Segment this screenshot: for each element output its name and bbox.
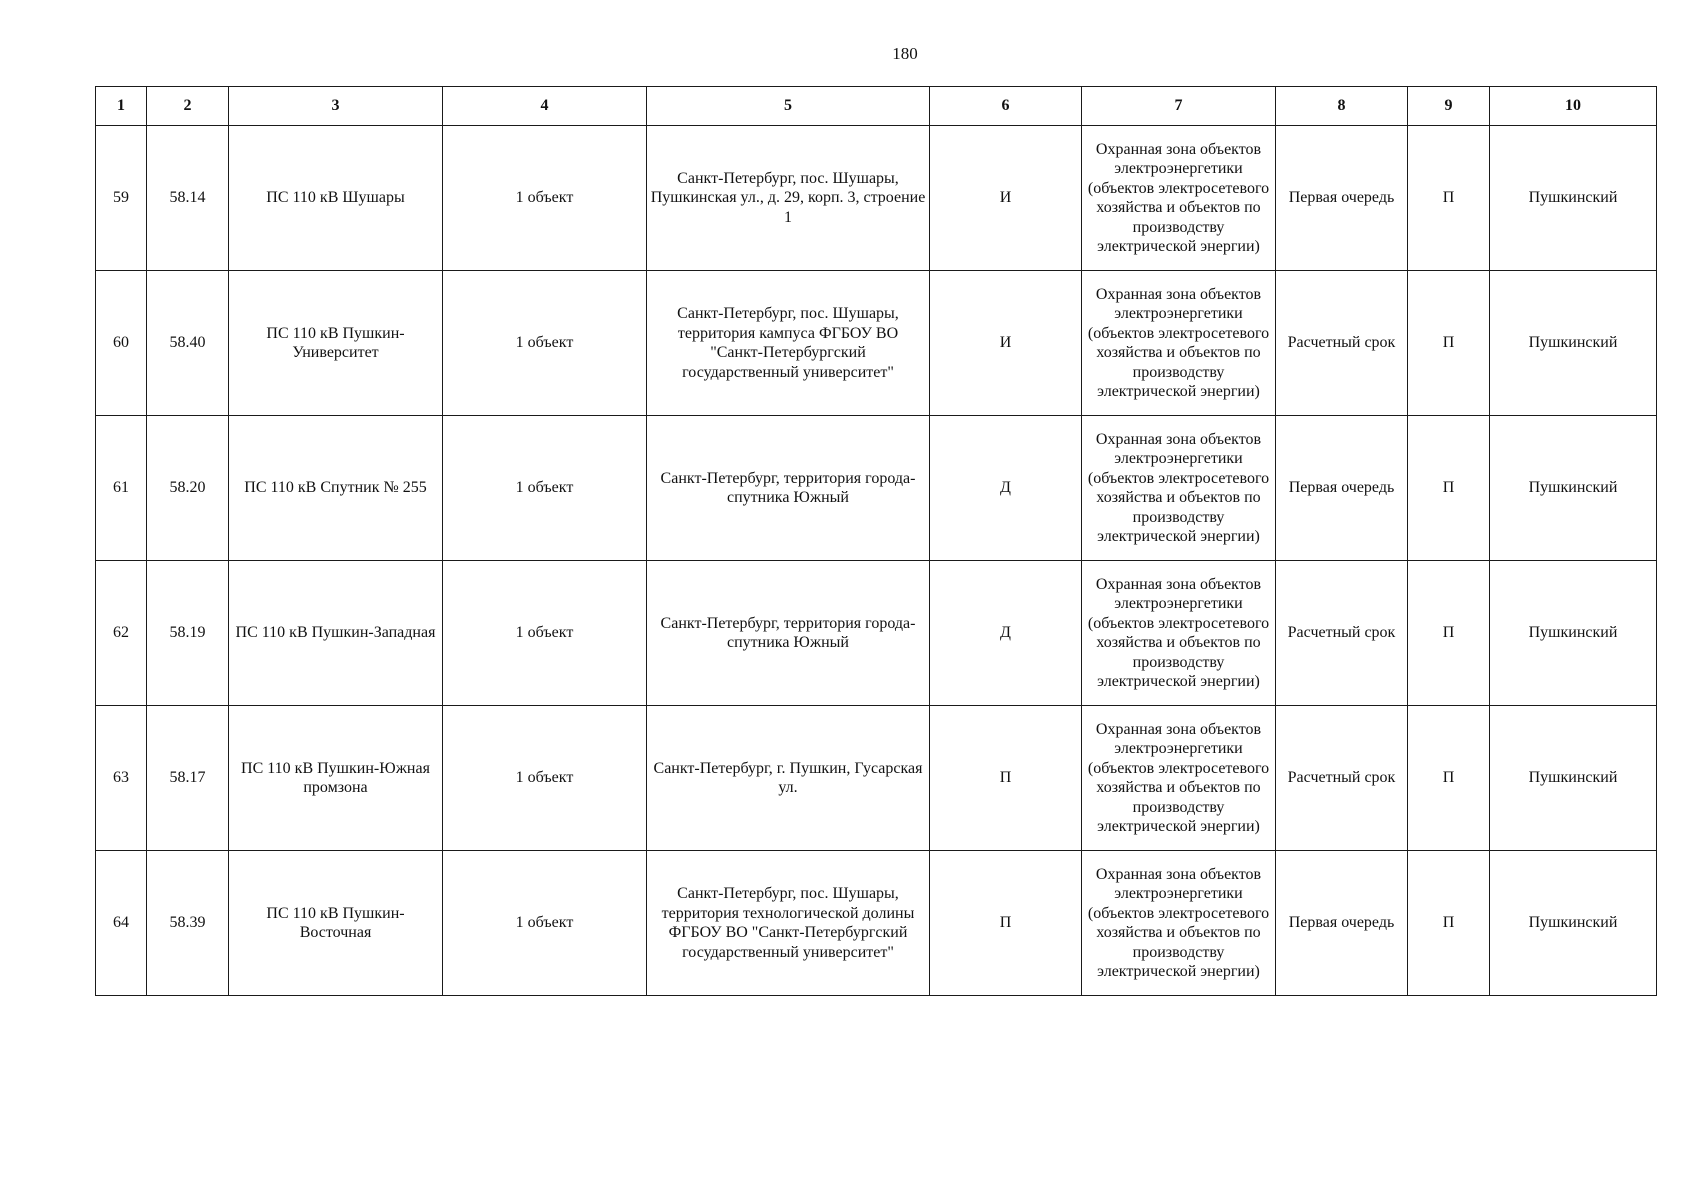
row-number: 59 <box>96 126 147 271</box>
object-status: И <box>930 271 1082 416</box>
implementation-stage: Расчетный срок <box>1276 271 1408 416</box>
object-type: П <box>1408 416 1490 561</box>
header-col-10: 10 <box>1490 87 1657 126</box>
object-name: ПС 110 кВ Пушкин-Восточная <box>229 851 443 996</box>
objects-table <box>95 86 1657 996</box>
header-col-6: 6 <box>930 87 1082 126</box>
object-type: П <box>1408 706 1490 851</box>
implementation-stage: Расчетный срок <box>1276 706 1408 851</box>
object-address: Санкт-Петербург, пос. Шушары, территория технологической долины ФГБОУ ВО "Санкт-Петербургский государственный университет" <box>647 851 930 996</box>
object-type: П <box>1408 126 1490 271</box>
table-row <box>96 706 1657 851</box>
object-address: Санкт-Петербург, пос. Шушары, территория кампуса ФГБОУ ВО "Санкт-Петербургский государственный университет" <box>647 271 930 416</box>
object-code: 58.14 <box>147 126 229 271</box>
row-number: 64 <box>96 851 147 996</box>
implementation-stage: Первая очередь <box>1276 416 1408 561</box>
object-code: 58.39 <box>147 851 229 996</box>
object-status: П <box>930 706 1082 851</box>
zone-description: Охранная зона объектов электроэнергетики (объектов электросетевого хозяйства и объектов по производству электрической энергии) <box>1082 271 1276 416</box>
object-name: ПС 110 кВ Пушкин-Западная <box>229 561 443 706</box>
object-code: 58.19 <box>147 561 229 706</box>
district: Пушкинский <box>1490 271 1657 416</box>
object-name: ПС 110 кВ Шушары <box>229 126 443 271</box>
object-count: 1 объект <box>443 851 647 996</box>
object-address: Санкт-Петербург, г. Пушкин, Гусарская ул. <box>647 706 930 851</box>
header-col-5: 5 <box>647 87 930 126</box>
header-col-1: 1 <box>96 87 147 126</box>
row-number: 60 <box>96 271 147 416</box>
header-col-4: 4 <box>443 87 647 126</box>
header-col-7: 7 <box>1082 87 1276 126</box>
table-row <box>96 126 1657 271</box>
page-number: 180 <box>892 44 918 63</box>
header-col-3: 3 <box>229 87 443 126</box>
object-address: Санкт-Петербург, территория города-спутника Южный <box>647 561 930 706</box>
object-count: 1 объект <box>443 416 647 561</box>
table-row <box>96 561 1657 706</box>
zone-description: Охранная зона объектов электроэнергетики (объектов электросетевого хозяйства и объектов по производству электрической энергии) <box>1082 126 1276 271</box>
object-code: 58.40 <box>147 271 229 416</box>
row-number: 62 <box>96 561 147 706</box>
row-number: 63 <box>96 706 147 851</box>
table-header-row <box>96 87 1657 126</box>
object-type: П <box>1408 271 1490 416</box>
district: Пушкинский <box>1490 416 1657 561</box>
row-number: 61 <box>96 416 147 561</box>
district: Пушкинский <box>1490 561 1657 706</box>
object-address: Санкт-Петербург, территория города-спутника Южный <box>647 416 930 561</box>
object-status: Д <box>930 416 1082 561</box>
object-status: Д <box>930 561 1082 706</box>
district: Пушкинский <box>1490 706 1657 851</box>
district: Пушкинский <box>1490 126 1657 271</box>
object-status: П <box>930 851 1082 996</box>
table-row <box>96 416 1657 561</box>
header-col-2: 2 <box>147 87 229 126</box>
implementation-stage: Первая очередь <box>1276 851 1408 996</box>
object-count: 1 объект <box>443 706 647 851</box>
table-row <box>96 851 1657 996</box>
zone-description: Охранная зона объектов электроэнергетики (объектов электросетевого хозяйства и объектов по производству электрической энергии) <box>1082 416 1276 561</box>
object-count: 1 объект <box>443 126 647 271</box>
district: Пушкинский <box>1490 851 1657 996</box>
header-col-9: 9 <box>1408 87 1490 126</box>
zone-description: Охранная зона объектов электроэнергетики (объектов электросетевого хозяйства и объектов по производству электрической энергии) <box>1082 561 1276 706</box>
zone-description: Охранная зона объектов электроэнергетики (объектов электросетевого хозяйства и объектов по производству электрической энергии) <box>1082 706 1276 851</box>
zone-description: Охранная зона объектов электроэнергетики (объектов электросетевого хозяйства и объектов по производству электрической энергии) <box>1082 851 1276 996</box>
implementation-stage: Расчетный срок <box>1276 561 1408 706</box>
object-code: 58.20 <box>147 416 229 561</box>
object-name: ПС 110 кВ Пушкин-Южная промзона <box>229 706 443 851</box>
object-name: ПС 110 кВ Спутник № 255 <box>229 416 443 561</box>
header-col-8: 8 <box>1276 87 1408 126</box>
object-address: Санкт-Петербург, пос. Шушары, Пушкинская ул., д. 29, корп. 3, строение 1 <box>647 126 930 271</box>
object-count: 1 объект <box>443 271 647 416</box>
table-row <box>96 271 1657 416</box>
object-status: И <box>930 126 1082 271</box>
object-type: П <box>1408 851 1490 996</box>
object-type: П <box>1408 561 1490 706</box>
object-code: 58.17 <box>147 706 229 851</box>
implementation-stage: Первая очередь <box>1276 126 1408 271</box>
object-count: 1 объект <box>443 561 647 706</box>
object-name: ПС 110 кВ Пушкин-Университет <box>229 271 443 416</box>
